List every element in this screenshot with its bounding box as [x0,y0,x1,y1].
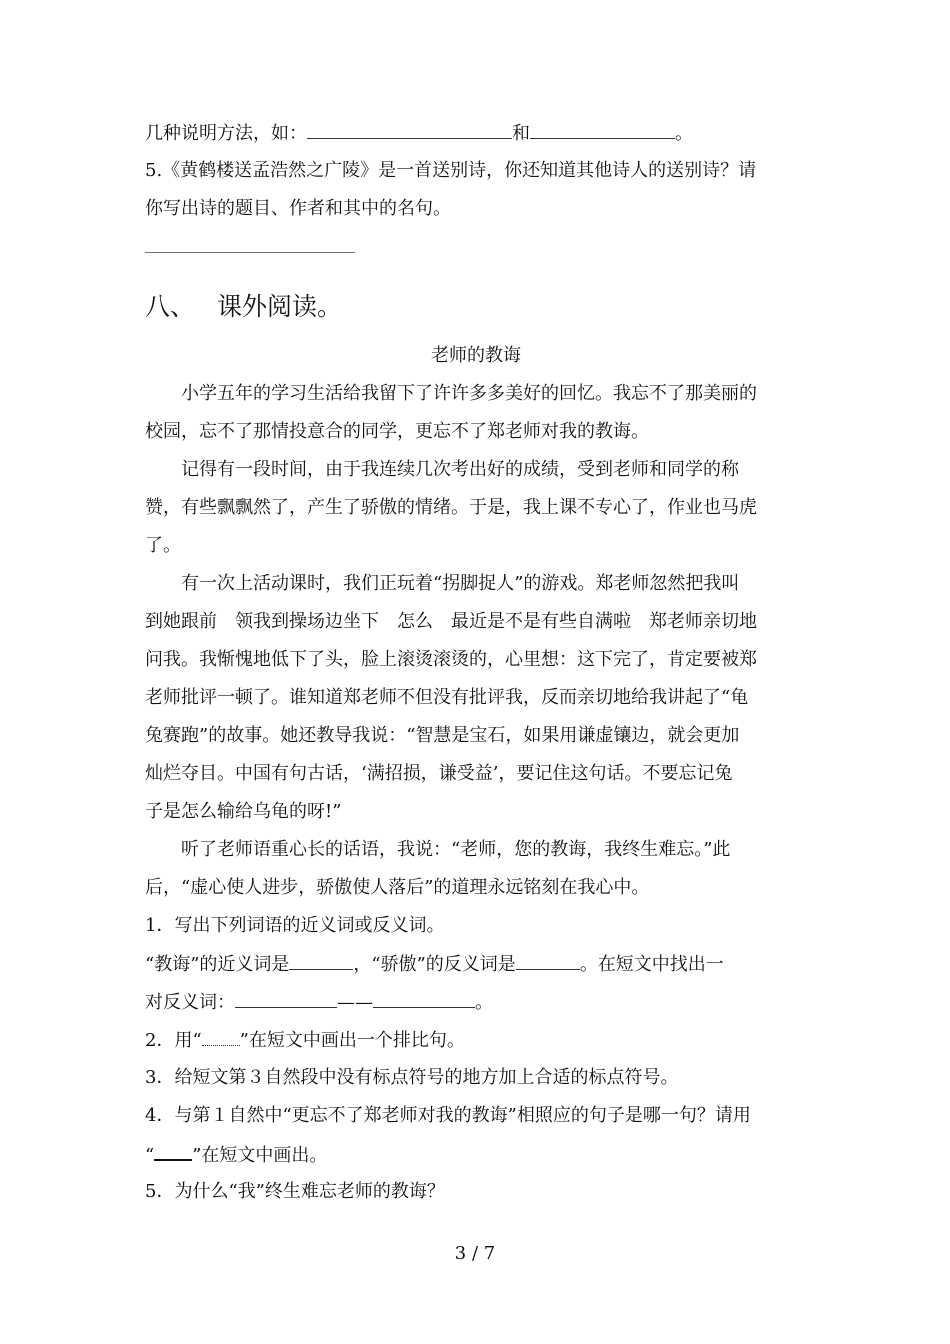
article-line: 子是怎么输给乌龟的呀!” [145,801,342,822]
article-line: 问我。我惭愧地低下了头，脸上滚烫滚烫的，心里想：这下完了，肯定要被郑 [145,649,757,670]
article-line: 后，“虚心使人进步，骄傲使人落后”的道理永远铭刻在我心中。 [145,877,650,898]
answer-blank[interactable] [235,991,337,1008]
question-1: 1．写出下列词语的近义词或反义词。 [145,915,445,936]
explain-methods-line: 几种说明方法，如： 和 。 [145,123,693,144]
answer-blank[interactable] [516,953,580,970]
article-line: 有一次上活动课时，我们正玩着“拐脚捉人”的游戏。郑老师忽然把我叫 [145,573,740,594]
answer-blank[interactable] [373,991,475,1008]
article-line: 灿烂夺目。中国有句古话，‘满招损，谦受益’，要记住这句话。不要忘记兔 [145,763,733,784]
question-5-line-2: 你写出诗的题目、作者和其中的名句。 [145,198,451,219]
dotted-underline-mark [202,1029,240,1046]
question-5: 5．为什么“我”终生难忘老师的教诲？ [145,1181,445,1202]
question-2: 2．用“ ”在短文中画出一个排比句。 [145,1030,465,1051]
article-title: 老师的教诲 [431,345,521,366]
answer-blank[interactable] [307,122,512,139]
answer-blank[interactable] [289,953,353,970]
article-line: 校园，忘不了那情投意合的同学，更忘不了郑老师对我的教诲。 [145,421,649,442]
question-1-synonym-line: “教诲”的近义词是 ，“骄傲”的反义词是 。在短文中找出一 [145,954,724,975]
answer-blank[interactable] [530,122,675,139]
article-line: 记得有一段时间，由于我连续几次考出好的成绩，受到老师和同学的称 [145,459,739,480]
question-4-line-2: “ ”在短文中画出。 [145,1145,328,1166]
section-heading: 八、 课外阅读。 [145,292,343,321]
question-3: 3．给短文第３自然段中没有标点符号的地方加上合适的标点符号。 [145,1067,679,1088]
article-line: 赞，有些飘飘然了，产生了骄傲的情绪。于是，我上课不专心了，作业也马虎 [145,497,757,518]
article-line: 兔赛跑”的故事。她还教导我说：“智慧是宝石，如果用谦虚镶边，就会更加 [145,725,740,746]
question-1-antonym-line: 对反义词： —— 。 [145,992,493,1013]
article-line: 小学五年的学习生活给我留下了许许多多美好的回忆。我忘不了那美丽的 [145,383,757,404]
answer-line[interactable] [145,252,355,253]
article-line: 了。 [145,535,181,556]
article-line: 听了老师语重心长的话语，我说：“老师，您的教诲，我终生难忘。”此 [145,839,731,860]
question-4-line-1: 4．与第１自然中“更忘不了郑老师对我的教诲”相照应的句子是哪一句？请用 [145,1105,751,1126]
article-line: 到她跟前 领我到操场边坐下 怎么 最近是不是有些自满啦 郑老师亲切地 [145,611,757,632]
question-5-line-1: 5.《黄鹤楼送孟浩然之广陵》是一首送别诗，你还知道其他诗人的送别诗？请 [145,160,757,181]
article-line: 老师批评一顿了。谁知道郑老师不但没有批评我，反而亲切地给我讲起了“龟 [145,687,749,708]
solid-underline-mark [154,1143,192,1161]
page-number: 3 / 7 [454,1243,496,1264]
